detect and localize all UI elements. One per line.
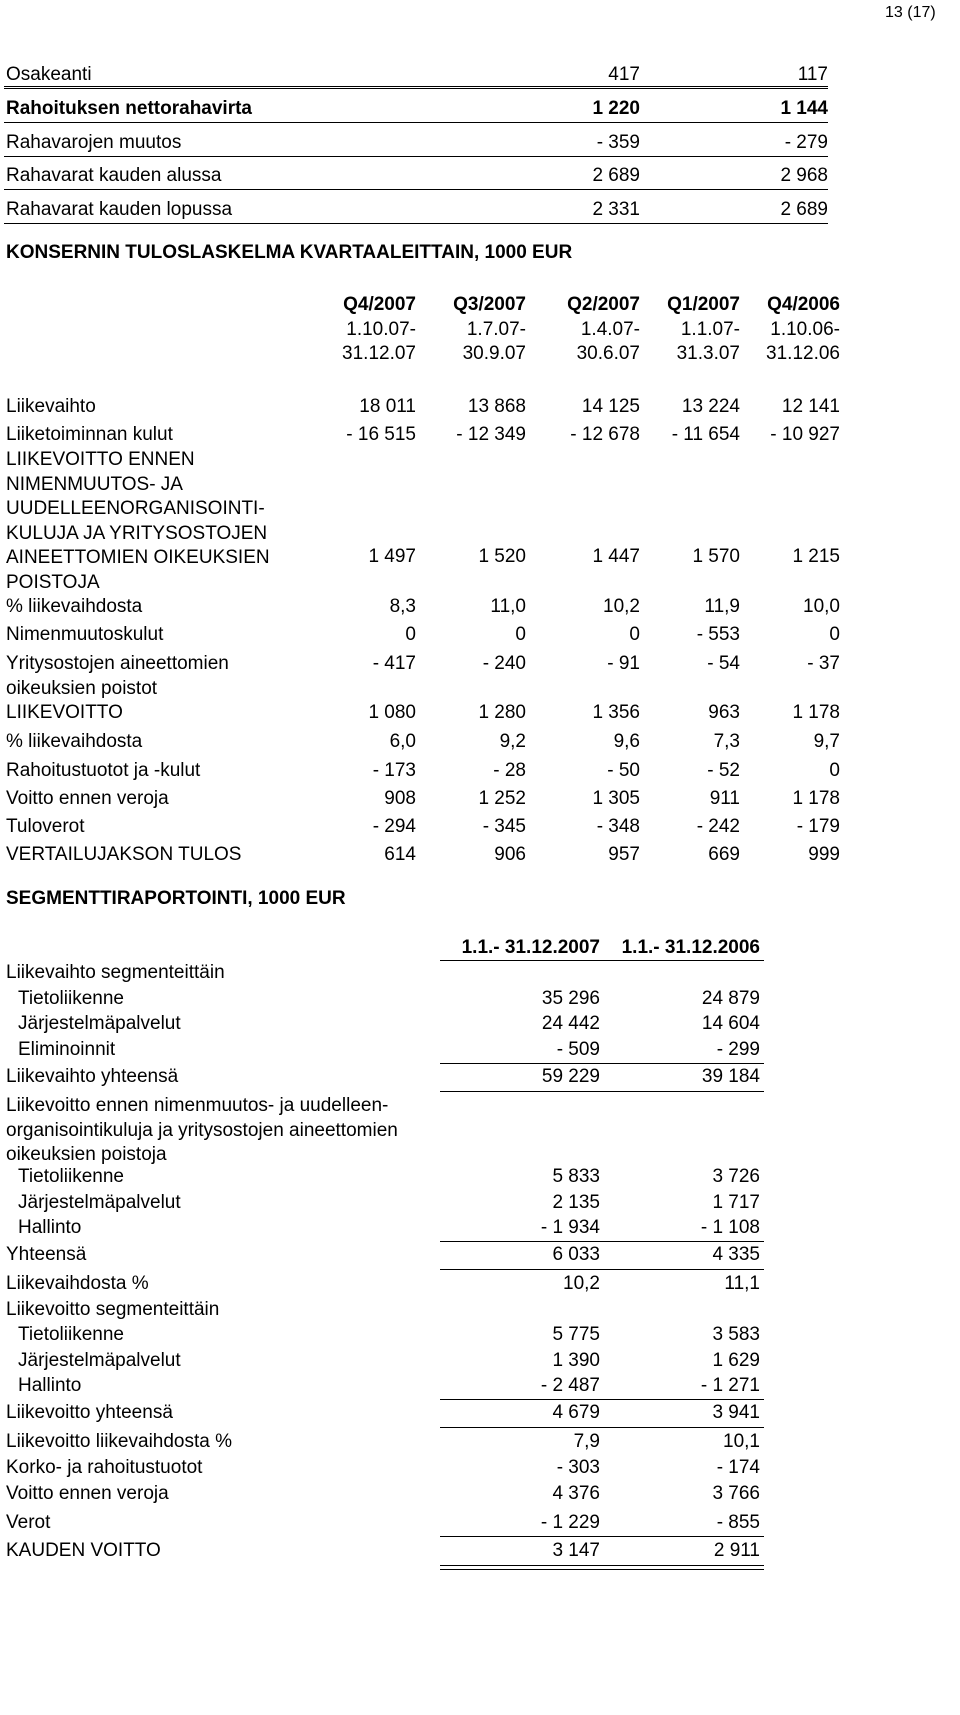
page-number: 13 (17)	[885, 4, 936, 21]
cashflow-value-2006: - 279	[784, 132, 828, 153]
segment-value-2007: 7,9	[573, 1431, 600, 1452]
segment-value-2006: 10,1	[723, 1431, 760, 1452]
segment-row-label: Tietoliikenne	[18, 988, 124, 1009]
income-value: 1 497	[368, 546, 416, 567]
income-row-label: Liikevaihto	[6, 396, 96, 417]
segment-sum-rule	[440, 1399, 764, 1400]
segment-row-label: Järjestelmäpalvelut	[18, 1350, 181, 1371]
segment-value-2006: 39 184	[701, 1066, 760, 1087]
income-value: - 179	[796, 816, 840, 837]
segment-value-2007: 5 833	[552, 1166, 600, 1187]
segment-row-label: Liikevoitto segmenteittäin	[6, 1299, 220, 1320]
income-value: - 52	[707, 760, 740, 781]
segment-value-2007: 3 147	[552, 1540, 600, 1561]
income-value: - 417	[372, 653, 416, 674]
income-value: 1 215	[792, 546, 840, 567]
cashflow-row-rule	[4, 156, 828, 157]
segment-col-2006: 1.1.- 31.12.2006	[621, 937, 760, 958]
income-value: - 37	[807, 653, 840, 674]
income-value: - 345	[482, 816, 526, 837]
segment-value-2006: 2 911	[713, 1540, 760, 1561]
income-value: 10,0	[803, 596, 840, 617]
segment-row-label: Tietoliikenne	[18, 1166, 124, 1187]
income-value: - 348	[596, 816, 640, 837]
segment-row-label: Liikevaihto yhteensä	[6, 1066, 179, 1087]
segment-row-label: organisointikuluja ja yritysostojen aineettomien	[6, 1119, 398, 1141]
income-row-label: KULUJA JA YRITYSOSTOJEN	[6, 522, 268, 544]
cashflow-row-label: Rahavarat kauden lopussa	[6, 199, 233, 220]
income-value: 908	[384, 788, 416, 809]
segment-value-2007: - 1 229	[540, 1512, 600, 1533]
income-value: 0	[829, 760, 840, 781]
segment-row-label: Hallinto	[18, 1375, 82, 1396]
cashflow-value-2006: 1 144	[780, 98, 828, 119]
income-value: 0	[515, 624, 526, 645]
quarter-start: 1.7.07-	[466, 319, 526, 340]
segment-value-2006: 3 583	[712, 1324, 760, 1345]
income-value: - 50	[607, 760, 640, 781]
segment-value-2007: - 509	[556, 1039, 600, 1060]
income-row-label: % liikevaihdosta	[6, 596, 143, 617]
cashflow-value-2007: 417	[608, 64, 640, 85]
income-row-label: Liiketoiminnan kulut	[6, 424, 173, 445]
income-value: 999	[808, 844, 840, 865]
income-value: 957	[608, 844, 640, 865]
cashflow-value-2007: 2 689	[592, 165, 640, 186]
quarter-start: 1.1.07-	[680, 319, 740, 340]
segment-value-2006: - 1 108	[700, 1217, 760, 1238]
quarter-end: 31.12.07	[342, 343, 416, 364]
segment-value-2006: - 1 271	[700, 1375, 760, 1396]
segment-header-rule	[440, 960, 764, 961]
quarter-header: Q1/2007	[667, 294, 740, 315]
segment-row-label: oikeuksien poistoja	[6, 1144, 167, 1165]
cashflow-value-2007: - 359	[596, 132, 640, 153]
cashflow-row-rule	[4, 88, 828, 89]
income-row-label: VERTAILUJAKSON TULOS	[6, 844, 242, 865]
income-value: - 54	[707, 653, 740, 674]
income-row-label: % liikevaihdosta	[6, 731, 143, 752]
income-value: - 553	[696, 624, 740, 645]
quarter-header: Q4/2007	[343, 294, 416, 315]
income-value: 1 080	[368, 702, 416, 723]
income-value: 669	[708, 844, 740, 865]
income-row-label: oikeuksien poistot	[6, 677, 158, 699]
segment-value-2007: - 303	[556, 1457, 600, 1478]
segment-row-label: Korko- ja rahoitustuotot	[6, 1457, 203, 1478]
segment-row-label: Liikevaihdosta %	[6, 1273, 149, 1294]
income-value: 0	[405, 624, 416, 645]
segment-value-2007: 59 229	[541, 1066, 600, 1087]
income-value: 1 356	[592, 702, 640, 723]
segment-value-2007: 10,2	[563, 1273, 600, 1294]
income-row-label: Voitto ennen veroja	[6, 788, 169, 809]
segment-final-rule	[440, 1565, 764, 1570]
segment-value-2006: 1 717	[712, 1192, 760, 1213]
income-value: 12 141	[781, 396, 840, 417]
income-value: 6,0	[389, 731, 416, 752]
income-value: 13 868	[467, 396, 526, 417]
income-value: - 11 654	[671, 424, 740, 445]
quarter-header: Q2/2007	[567, 294, 640, 315]
quarter-end: 30.9.07	[462, 343, 526, 364]
segment-value-2006: - 855	[716, 1512, 760, 1533]
segment-row-label: Järjestelmäpalvelut	[18, 1192, 181, 1213]
income-value: 906	[494, 844, 526, 865]
quarter-end: 31.12.06	[766, 343, 840, 364]
quarter-header: Q3/2007	[453, 294, 526, 315]
income-value: 1 447	[592, 546, 640, 567]
income-value: 614	[384, 844, 416, 865]
segment-row-label: Liikevoitto liikevaihdosta %	[6, 1431, 233, 1452]
income-value: 0	[629, 624, 640, 645]
segment-value-2006: 11,1	[724, 1273, 760, 1294]
segment-value-2006: 14 604	[701, 1013, 760, 1034]
income-value: 7,3	[713, 731, 740, 752]
cashflow-row-rule	[4, 223, 828, 224]
income-value: 10,2	[603, 596, 640, 617]
segment-row-label: Tietoliikenne	[18, 1324, 124, 1345]
income-row-label: Tuloverot	[6, 816, 85, 837]
income-value: 1 178	[792, 788, 840, 809]
income-row-label: LIIKEVOITTO	[6, 702, 123, 723]
segment-value-2007: - 1 934	[540, 1217, 600, 1238]
segment-value-2007: 4 376	[552, 1483, 600, 1504]
segment-row-label: Voitto ennen veroja	[6, 1483, 169, 1504]
quarter-start: 1.10.07-	[346, 319, 416, 340]
segment-row-label: Liikevoitto yhteensä	[6, 1402, 173, 1423]
segment-value-2007: - 2 487	[540, 1375, 600, 1396]
quarter-end: 31.3.07	[676, 343, 740, 364]
cashflow-value-2007: 1 220	[592, 98, 640, 119]
income-row-label: LIIKEVOITTO ENNEN	[6, 449, 195, 470]
income-title: KONSERNIN TULOSLASKELMA KVARTAALEITTAIN, 1000 EUR	[6, 242, 573, 263]
income-value: 1 178	[792, 702, 840, 723]
income-value: - 28	[493, 760, 526, 781]
segment-sum-rule	[440, 1536, 764, 1537]
income-value: - 240	[482, 653, 526, 674]
income-value: - 10 927	[770, 424, 840, 445]
income-value: - 173	[372, 760, 416, 781]
income-value: - 12 349	[456, 424, 526, 445]
income-value: 14 125	[581, 396, 640, 417]
cashflow-value-2007: 2 331	[592, 199, 640, 220]
segment-row-label: Verot	[6, 1512, 51, 1533]
income-value: 9,7	[813, 731, 840, 752]
income-value: - 12 678	[570, 424, 640, 445]
cashflow-row-rule	[4, 189, 828, 190]
segment-value-2007: 35 296	[541, 988, 600, 1009]
segment-value-2007: 6 033	[552, 1244, 600, 1265]
segment-row-label: Yhteensä	[6, 1244, 87, 1265]
cashflow-row-label: Rahoituksen nettorahavirta	[6, 98, 252, 119]
income-value: 0	[829, 624, 840, 645]
cashflow-rule-top	[4, 86, 828, 87]
income-row-label: Nimenmuutoskulut	[6, 624, 164, 645]
segment-sum-rule	[440, 1241, 764, 1242]
quarter-start: 1.10.06-	[770, 319, 840, 340]
income-value: - 294	[372, 816, 416, 837]
income-value: - 242	[696, 816, 740, 837]
income-row-label: UUDELLEENORGANISOINTI-	[6, 498, 265, 519]
segment-col-2007: 1.1.- 31.12.2007	[461, 937, 600, 958]
income-row-label: NIMENMUUTOS- JA	[6, 473, 183, 495]
cashflow-value-2006: 2 689	[780, 199, 828, 220]
cashflow-value-2006: 117	[797, 64, 828, 85]
segment-value-2006: 24 879	[701, 988, 760, 1009]
segment-value-2006: 3 726	[712, 1166, 760, 1187]
cashflow-row-label: Osakeanti	[6, 64, 92, 85]
income-value: 1 570	[692, 546, 740, 567]
segment-value-2006: - 299	[716, 1039, 760, 1060]
income-value: 1 280	[478, 702, 526, 723]
segment-value-2007: 1 390	[552, 1350, 600, 1371]
segment-value-2006: 1 629	[712, 1350, 760, 1371]
cashflow-value-2006: 2 968	[780, 165, 828, 186]
quarter-end: 30.6.07	[576, 343, 640, 364]
quarter-start: 1.4.07-	[580, 319, 640, 340]
segment-sum-rule	[440, 1063, 764, 1064]
segment-value-2007: 24 442	[541, 1013, 600, 1034]
income-value: - 16 515	[346, 424, 416, 445]
segment-row-label: Järjestelmäpalvelut	[18, 1013, 181, 1034]
segment-value-2006: - 174	[716, 1457, 760, 1478]
segment-value-2007: 5 775	[552, 1324, 600, 1345]
income-value: 11,0	[490, 596, 526, 617]
income-value: 8,3	[389, 596, 416, 617]
income-value: - 91	[607, 653, 640, 674]
segment-value-2007: 4 679	[552, 1402, 600, 1423]
income-value: 1 520	[478, 546, 526, 567]
segment-total-rule	[440, 1091, 764, 1092]
segment-value-2006: 4 335	[712, 1244, 760, 1265]
income-value: 9,2	[499, 731, 526, 752]
income-value: 963	[708, 702, 740, 723]
income-value: 911	[709, 788, 740, 809]
segment-row-label: Liikevaihto segmenteittäin	[6, 962, 225, 983]
income-value: 11,9	[704, 596, 740, 617]
income-row-label: Rahoitustuotot ja -kulut	[6, 760, 201, 781]
segment-value-2006: 3 766	[712, 1483, 760, 1504]
segment-row-label: Hallinto	[18, 1217, 82, 1238]
income-value: 1 252	[478, 788, 526, 809]
segment-row-label: Liikevoitto ennen nimenmuutos- ja uudelleen-	[6, 1095, 389, 1116]
segment-row-label: KAUDEN VOITTO	[6, 1540, 161, 1561]
income-value: 1 305	[592, 788, 640, 809]
cashflow-row-label: Rahavarat kauden alussa	[6, 165, 222, 186]
income-value: 18 011	[359, 396, 416, 417]
income-value: 13 224	[681, 396, 740, 417]
income-row-label: Yritysostojen aineettomien	[6, 653, 229, 674]
segment-value-2006: 3 941	[712, 1402, 760, 1423]
cashflow-row-label: Rahavarojen muutos	[6, 132, 182, 153]
quarter-header: Q4/2006	[767, 294, 840, 315]
income-row-label: POISTOJA	[6, 571, 100, 593]
cashflow-row-rule	[4, 122, 828, 123]
segment-title: SEGMENTTIRAPORTOINTI, 1000 EUR	[6, 888, 346, 909]
segment-row-label: Eliminoinnit	[18, 1039, 116, 1060]
income-row-label: AINEETTOMIEN OIKEUKSIEN	[6, 547, 270, 568]
segment-total-rule	[440, 1427, 764, 1428]
segment-value-2007: 2 135	[552, 1192, 600, 1213]
segment-total-rule	[440, 1269, 764, 1270]
income-value: 9,6	[613, 731, 640, 752]
